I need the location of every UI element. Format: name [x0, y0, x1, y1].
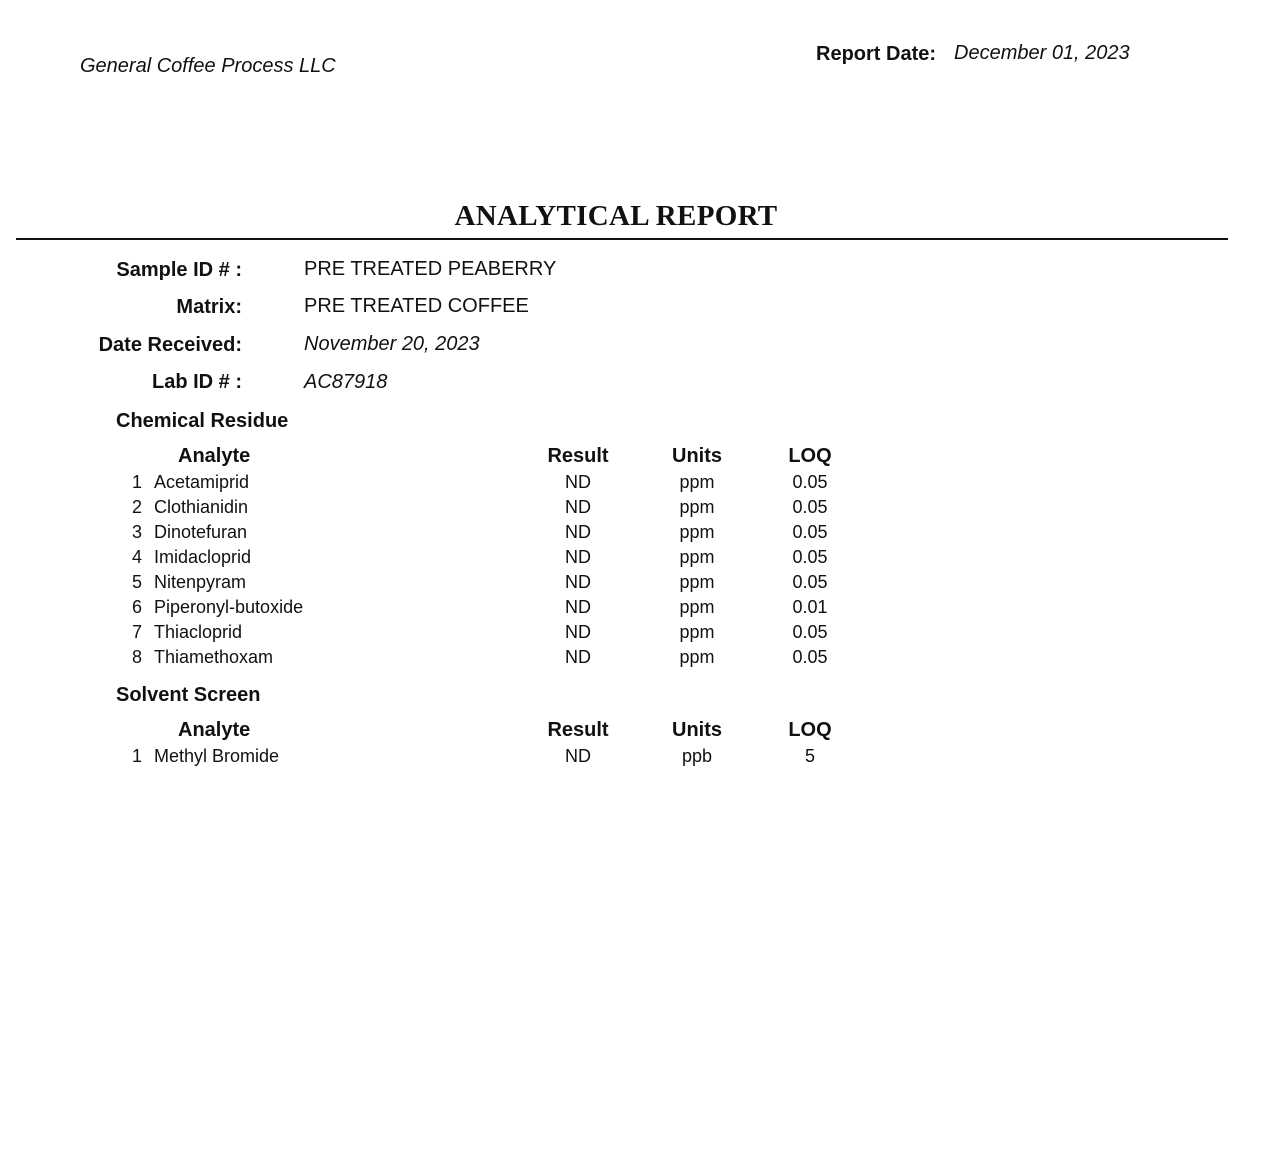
loq-value: 0.05 [792, 622, 828, 642]
loq-value: 0.05 [792, 647, 828, 667]
result-value: ND [565, 497, 591, 517]
column-header-analyte: Analyte [178, 719, 251, 741]
lab-id-label: Lab ID # : [151, 371, 242, 393]
row-number: 2 [131, 497, 142, 517]
table-row [0, 746, 1261, 771]
row-number: 8 [131, 647, 142, 667]
matrix-label: Matrix: [176, 296, 242, 318]
analyte-name: Methyl Bromide [154, 746, 280, 766]
table-row [0, 472, 1261, 497]
analyte-name: Nitenpyram [154, 572, 247, 592]
row-number: 7 [131, 622, 142, 642]
loq-value: 0.05 [792, 472, 828, 492]
units-value: ppm [679, 597, 715, 617]
report-date-value: December 01, 2023 [954, 42, 1130, 64]
table-row [0, 597, 1261, 622]
analyte-name: Thiacloprid [154, 622, 243, 642]
units-value: ppb [681, 746, 713, 766]
report-title: ANALYTICAL REPORT [454, 200, 778, 232]
report-date-label: Report Date: [816, 43, 937, 65]
table-row [0, 497, 1261, 522]
analyte-name: Dinotefuran [154, 522, 248, 542]
analyte-name: Imidacloprid [154, 547, 252, 567]
table-row [0, 622, 1261, 647]
date-received-label: Date Received: [98, 334, 242, 356]
result-value: ND [565, 597, 591, 617]
column-header-loq: LOQ [788, 445, 832, 467]
table-row [0, 647, 1261, 672]
units-value: ppm [679, 522, 715, 542]
column-header-units: Units [672, 719, 722, 741]
analyte-name: Acetamiprid [154, 472, 250, 492]
sample-id-label: Sample ID # : [116, 259, 242, 281]
result-value: ND [565, 746, 591, 766]
units-value: ppm [679, 497, 715, 517]
result-value: ND [565, 622, 591, 642]
units-value: ppm [679, 472, 715, 492]
title-divider [16, 238, 1228, 240]
units-value: ppm [679, 622, 715, 642]
date-received-value: November 20, 2023 [304, 333, 480, 355]
result-value: ND [565, 572, 591, 592]
solvent-screen-heading: Solvent Screen [116, 684, 261, 706]
column-header-analyte: Analyte [178, 445, 251, 467]
matrix-value: PRE TREATED COFFEE [304, 295, 529, 317]
company-name: General Coffee Process LLC [80, 55, 336, 77]
analyte-name: Clothianidin [154, 497, 249, 517]
result-value: ND [565, 522, 591, 542]
row-number: 1 [131, 746, 142, 766]
loq-value: 0.05 [792, 522, 828, 542]
loq-value: 5 [804, 746, 815, 766]
analyte-name: Piperonyl-butoxide [154, 597, 304, 617]
chemical-residue-heading: Chemical Residue [116, 410, 289, 432]
row-number: 4 [131, 547, 142, 567]
column-header-result: Result [547, 445, 609, 467]
loq-value: 0.01 [792, 597, 828, 617]
result-value: ND [565, 647, 591, 667]
units-value: ppm [679, 547, 715, 567]
analyte-name: Thiamethoxam [154, 647, 274, 667]
table-row [0, 547, 1261, 572]
column-header-result: Result [547, 719, 609, 741]
sample-id-value: PRE TREATED PEABERRY [304, 258, 557, 280]
table-row [0, 522, 1261, 547]
result-value: ND [565, 547, 591, 567]
result-value: ND [565, 472, 591, 492]
lab-id-value: AC87918 [304, 371, 388, 393]
row-number: 5 [131, 572, 142, 592]
loq-value: 0.05 [792, 497, 828, 517]
row-number: 3 [131, 522, 142, 542]
table-row [0, 572, 1261, 597]
column-header-units: Units [672, 445, 722, 467]
column-header-loq: LOQ [788, 719, 832, 741]
units-value: ppm [679, 647, 715, 667]
row-number: 6 [131, 597, 142, 617]
units-value: ppm [679, 572, 715, 592]
row-number: 1 [131, 472, 142, 492]
loq-value: 0.05 [792, 547, 828, 567]
loq-value: 0.05 [792, 572, 828, 592]
